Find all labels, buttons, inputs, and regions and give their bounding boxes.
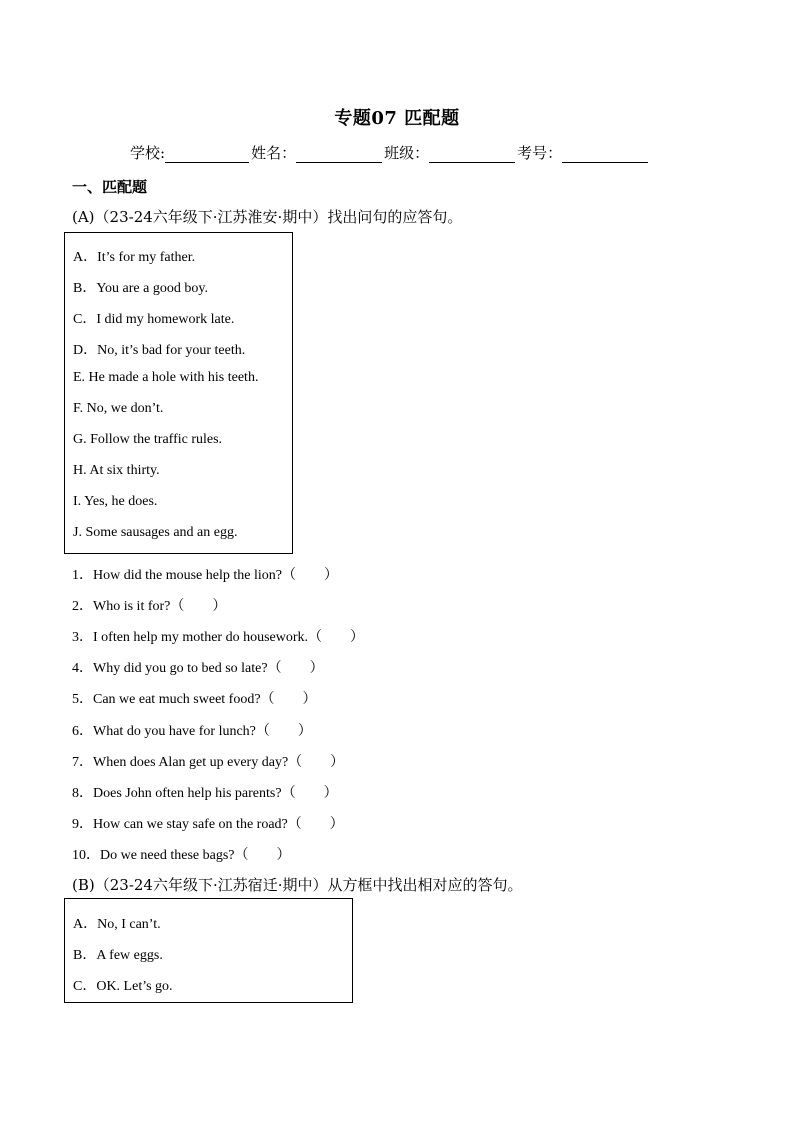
option-item: C．I did my homework late. bbox=[73, 312, 235, 327]
question-item: 8．Does John often help his parents?（ ） bbox=[72, 786, 338, 801]
question-item: 10．Do we need these bags?（ ） bbox=[72, 848, 291, 863]
part-b-options-box bbox=[64, 898, 353, 1003]
option-item: D．No, it’s bad for your teeth. bbox=[73, 343, 246, 358]
question-item: 7．When does Alan get up every day?（ ） bbox=[72, 755, 345, 770]
class-blank[interactable] bbox=[429, 146, 515, 163]
option-item: J. Some sausages and an egg. bbox=[73, 525, 238, 540]
exam-number-label: 考号： bbox=[517, 144, 563, 162]
name-label: 姓名： bbox=[251, 144, 297, 162]
option-item: B．You are a good boy. bbox=[73, 281, 208, 296]
question-item: 9．How can we stay safe on the road?（ ） bbox=[72, 817, 344, 832]
exam-number-blank[interactable] bbox=[562, 146, 648, 163]
option-item: G. Follow the traffic rules. bbox=[73, 432, 223, 447]
part-a-options-box bbox=[64, 232, 293, 554]
class-label: 班级： bbox=[384, 144, 430, 162]
page-title: 专题07 匹配题 bbox=[334, 108, 460, 129]
name-blank[interactable] bbox=[296, 146, 382, 163]
option-item: E. He made a hole with his teeth. bbox=[73, 370, 259, 385]
part-b-intro: (B)（23-24六年级下·江苏宿迁·期中）从方框中找出相对应的答句。 bbox=[72, 876, 523, 894]
question-item: 4．Why did you go to bed so late?（ ） bbox=[72, 661, 324, 676]
question-item: 6．What do you have for lunch?（ ） bbox=[72, 724, 312, 739]
question-item: 1．How did the mouse help the lion?（ ） bbox=[72, 568, 338, 583]
option-item: B．A few eggs. bbox=[73, 948, 163, 963]
school-blank[interactable] bbox=[165, 146, 249, 163]
option-item: F. No, we don’t. bbox=[73, 401, 164, 416]
option-item: I. Yes, he does. bbox=[73, 494, 158, 509]
option-item: H. At six thirty. bbox=[73, 463, 160, 478]
option-item: A．No, I can’t. bbox=[73, 917, 161, 932]
option-item: A．It’s for my father. bbox=[73, 250, 196, 265]
question-item: 5．Can we eat much sweet food?（ ） bbox=[72, 692, 317, 707]
part-a-intro: (A)（23-24六年级下·江苏淮安·期中）找出问句的应答句。 bbox=[72, 208, 463, 226]
question-item: 2．Who is it for?（ ） bbox=[72, 599, 227, 614]
school-label: 学校: bbox=[130, 144, 166, 162]
student-info-line bbox=[130, 142, 650, 163]
option-item: C．OK. Let’s go. bbox=[73, 979, 173, 994]
section-heading: 一、匹配题 bbox=[72, 178, 148, 196]
question-item: 3．I often help my mother do housework.（ ） bbox=[72, 630, 365, 645]
